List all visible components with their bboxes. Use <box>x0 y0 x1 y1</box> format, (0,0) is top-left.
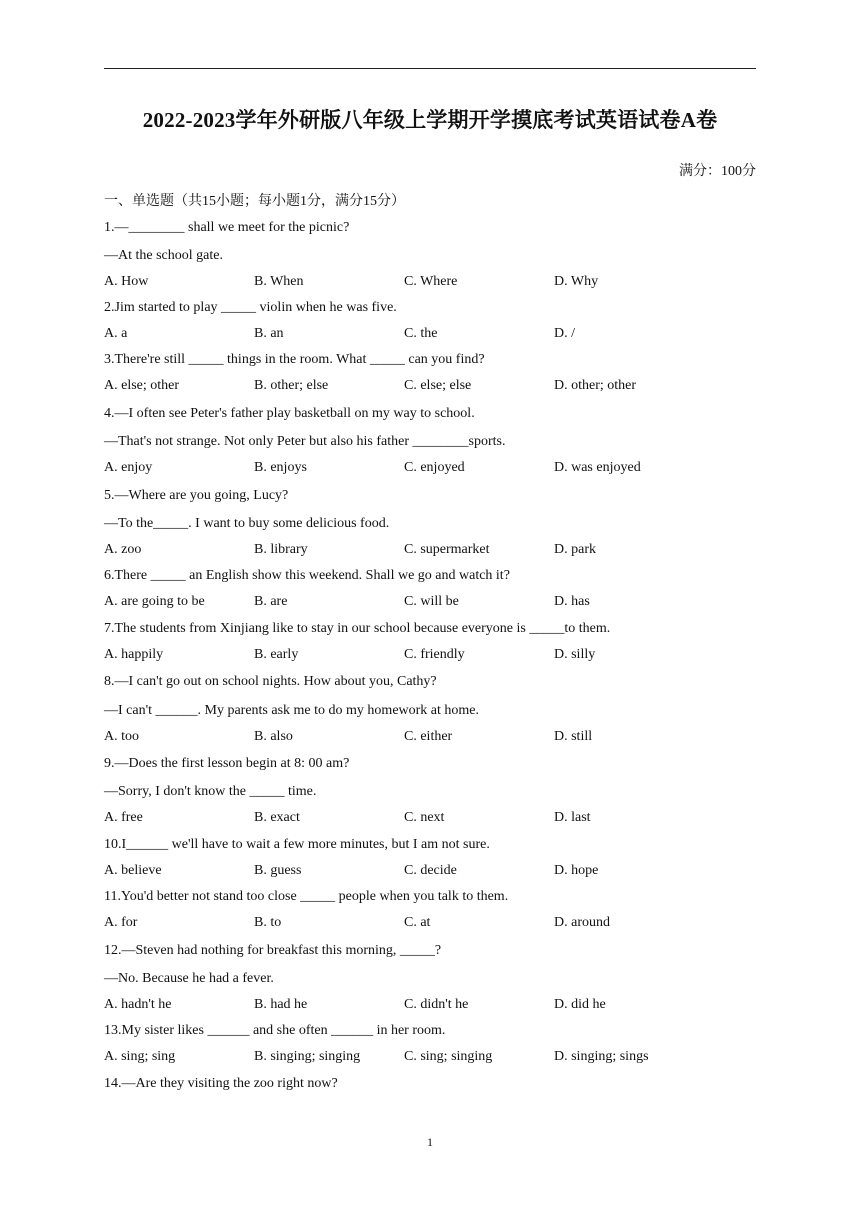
question-14-text: 14.—Are they visiting the zoo right now? <box>104 1076 338 1091</box>
option-d: D. singing; sings <box>554 1049 649 1064</box>
option-b: B. singing; singing <box>254 1049 361 1064</box>
option-c: C. sing; singing <box>404 1049 493 1064</box>
question-1-text: 1.—________ shall we meet for the picnic? <box>104 220 350 235</box>
question-11-text: 11.You'd better not stand too close _____ people when you talk to them. <box>104 889 509 904</box>
option-c: C. didn't he <box>404 997 469 1012</box>
option-c: C. Where <box>404 274 458 289</box>
question-9-text: 9.—Does the first lesson begin at 8: 00 am? <box>104 756 350 771</box>
option-a: A. too <box>104 729 139 744</box>
option-a: A. a <box>104 326 128 341</box>
option-a: A. happily <box>104 647 164 662</box>
option-b: B. an <box>254 326 284 341</box>
option-b: B. other; else <box>254 378 329 393</box>
question-7-text: 7.The students from Xinjiang like to stay in our school because everyone is _____to them. <box>104 621 611 636</box>
question-13-text: 13.My sister likes ______ and she often ______ in her room. <box>104 1023 446 1038</box>
option-d: D. silly <box>554 647 596 662</box>
option-d: D. was enjoyed <box>554 460 641 475</box>
page-title: 2022-2023学年外研版八年级上学期开学摸底考试英语试卷A卷 <box>142 108 718 132</box>
option-d: D. hope <box>554 863 599 878</box>
question-2-text: 2.Jim started to play _____ violin when he was five. <box>104 300 397 315</box>
option-d: D. has <box>554 594 590 609</box>
option-a: A. for <box>104 915 138 930</box>
option-c: C. will be <box>404 594 459 609</box>
option-a: A. zoo <box>104 542 142 557</box>
option-d: D. still <box>554 729 593 744</box>
option-d: D. around <box>554 915 610 930</box>
option-c: C. supermarket <box>404 542 490 557</box>
option-b: B. also <box>254 729 293 744</box>
question-8-reply: —I can't ______. My parents ask me to do my homework at home. <box>104 703 480 718</box>
question-10-text: 10.I______ we'll have to wait a few more minutes, but I am not sure. <box>104 837 490 852</box>
option-a: A. How <box>104 274 149 289</box>
question-4-reply: —That's not strange. Not only Peter but also his father ________sports. <box>104 434 506 449</box>
option-b: B. had he <box>254 997 308 1012</box>
option-a: A. free <box>104 810 143 825</box>
option-d: D. / <box>554 326 575 341</box>
question-4-text: 4.—I often see Peter's father play basketball on my way to school. <box>104 406 475 421</box>
question-12-text: 12.—Steven had nothing for breakfast this morning, _____? <box>104 943 442 958</box>
option-b: B. When <box>254 274 304 289</box>
option-d: D. last <box>554 810 591 825</box>
header-rule <box>104 68 756 69</box>
full-score-label: 满分：100分 <box>679 164 756 179</box>
option-c: C. friendly <box>404 647 465 662</box>
option-b: B. early <box>254 647 299 662</box>
option-c: C. at <box>404 915 431 930</box>
question-3-text: 3.There're still _____ things in the room. What _____ can you find? <box>104 352 485 367</box>
option-d: D. did he <box>554 997 606 1012</box>
option-c: C. next <box>404 810 445 825</box>
option-a: A. enjoy <box>104 460 153 475</box>
option-a: A. believe <box>104 863 162 878</box>
option-b: B. exact <box>254 810 300 825</box>
option-a: A. else; other <box>104 378 180 393</box>
option-b: B. guess <box>254 863 302 878</box>
page-number: 1 <box>427 1135 433 1149</box>
question-6-text: 6.There _____ an English show this weekend. Shall we go and watch it? <box>104 568 510 583</box>
question-9-reply: —Sorry, I don't know the _____ time. <box>104 784 317 799</box>
option-b: B. library <box>254 542 308 557</box>
option-a: A. sing; sing <box>104 1049 176 1064</box>
option-c: C. the <box>404 326 438 341</box>
question-5-reply: —To the_____. I want to buy some delicious food. <box>104 516 390 531</box>
section-heading: 一、单选题（共15小题；每小题1分，满分15分） <box>104 194 405 209</box>
option-c: C. either <box>404 729 453 744</box>
question-1-reply: —At the school gate. <box>104 248 223 263</box>
option-c: C. decide <box>404 863 457 878</box>
option-a: A. are going to be <box>104 594 205 609</box>
option-d: D. park <box>554 542 596 557</box>
option-b: B. are <box>254 594 288 609</box>
question-12-reply: —No. Because he had a fever. <box>104 971 274 986</box>
option-d: D. Why <box>554 274 599 289</box>
option-c: C. else; else <box>404 378 472 393</box>
option-d: D. other; other <box>554 378 637 393</box>
question-8-text: 8.—I can't go out on school nights. How about you, Cathy? <box>104 674 437 689</box>
question-5-text: 5.—Where are you going, Lucy? <box>104 488 289 503</box>
option-b: B. to <box>254 915 282 930</box>
option-b: B. enjoys <box>254 460 307 475</box>
option-a: A. hadn't he <box>104 997 172 1012</box>
option-c: C. enjoyed <box>404 460 465 475</box>
